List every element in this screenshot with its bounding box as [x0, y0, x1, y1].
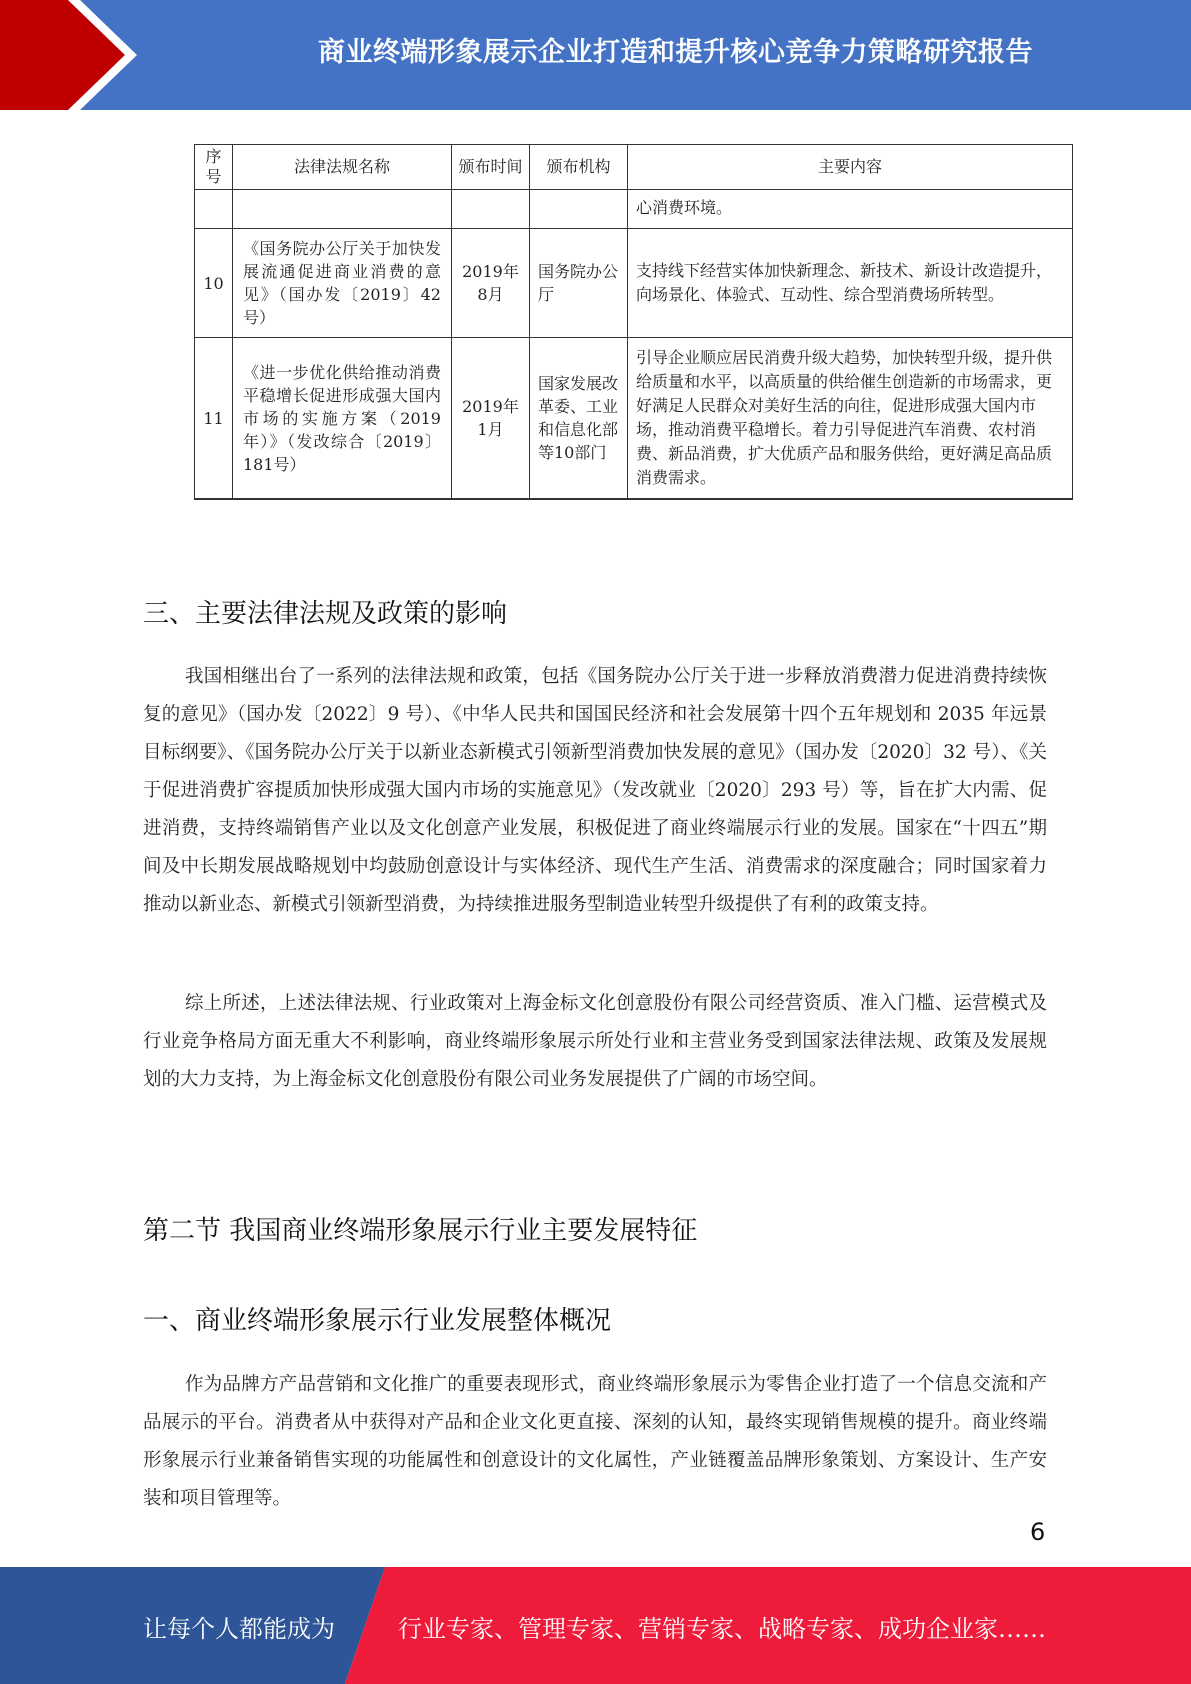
cell-name: 《国务院办公厅关于加快发展流通促进商业消费的意见》（国办发〔2019〕42号） — [233, 229, 452, 338]
footer-slogan-right: 行业专家、管理专家、营销专家、战略专家、成功企业家…… — [398, 1615, 1046, 1643]
header-chevron-decoration — [0, 0, 160, 110]
chapter-section-heading: 第二节 我国商业终端形象展示行业主要发展特征 — [143, 1216, 698, 1246]
section-heading-policy-impact: 三、主要法律法规及政策的影响 — [143, 599, 508, 629]
cell-content: 引导企业顺应居民消费升级大趋势，加快转型升级，提升供给质量和水平，以高质量的供给催生创造新的市场需求，更好满足人民群众对美好生活的向往，促进形成强大国内市场，推动消费平稳增长。着力引导促进汽车消费、农村消费、新品消费，扩大优质产品和服务供给，更好满足高品质消费需求。 — [628, 338, 1073, 500]
page-number: 6 — [1030, 1518, 1046, 1546]
footer-banner — [0, 1567, 1191, 1684]
cell-date — [452, 190, 530, 229]
col-header-no: 序号 — [195, 145, 233, 190]
cell-content: 支持线下经营实体加快新理念、新技术、新设计改造提升，向场景化、体验式、互动性、综合型消费场所转型。 — [628, 229, 1073, 338]
cell-name — [233, 190, 452, 229]
laws-table — [194, 144, 1073, 500]
paragraph-policy-summary: 综上所述，上述法律法规、行业政策对上海金标文化创意股份有限公司经营资质、准入门槛、运营模式及行业竞争格局方面无重大不利影响，商业终端形象展示所处行业和主营业务受到国家法律法规、政策及发展规划的大力支持，为上海金标文化创意股份有限公司业务发展提供了广阔的市场空间。 — [143, 993, 1047, 1090]
col-header-date: 颁布时间 — [452, 145, 530, 190]
document-title: 商业终端形象展示企业打造和提升核心竞争力策略研究报告 — [318, 37, 1033, 68]
cell-no: 11 — [195, 338, 233, 500]
col-header-org: 颁布机构 — [530, 145, 628, 190]
col-header-name: 法律法规名称 — [233, 145, 452, 190]
footer-slogan-left: 让每个人都能成为 — [143, 1615, 335, 1643]
paragraph-overview: 作为品牌方产品营销和文化推广的重要表现形式，商业终端形象展示为零售企业打造了一个信息交流和产品展示的平台。消费者从中获得对产品和企业文化更直接、深刻的认知，最终实现销售规模的提升。商业终端形象展示行业兼备销售实现的功能属性和创意设计的文化属性，产业链覆盖品牌形象策划、方案设计、生产安装和项目管理等。 — [143, 1374, 1047, 1509]
cell-org: 国务院办公厅 — [530, 229, 628, 338]
cell-no — [195, 190, 233, 229]
cell-no: 10 — [195, 229, 233, 338]
section-heading-overview: 一、商业终端形象展示行业发展整体概况 — [143, 1306, 612, 1336]
table-row — [195, 229, 1073, 338]
cell-date: 2019年1月 — [452, 338, 530, 500]
table-header-row — [195, 145, 1073, 190]
cell-content: 心消费环境。 — [628, 190, 1073, 229]
paragraph-policy-list: 我国相继出台了一系列的法律法规和政策，包括《国务院办公厅关于进一步释放消费潜力促进消费持续恢复的意见》（国办发〔2022〕9 号）、《中华人民共和国国民经济和社会发展第十四个五年规划和 2035 年远景目标纲要》、《国务院办公厅关于以新业态新模式引领新型消费加快发展的意见》（国办发〔2020〕32 号）、《关于促进消费扩容提质加快形成强大国内市场的实施意见》（发改就业〔2020〕293 号）等，旨在扩大内需、促进消费，支持终端销售产业以及文化创意产业发展，积极促进了商业终端展示行业的发展。国家在“十四五”期间及中长期发展战略规划中均鼓励创意设计与实体经济、现代生产生活、消费需求的深度融合；同时国家着力推动以新业态、新模式引领新型消费，为持续推进服务型制造业转型升级提供了有利的政策支持。 — [143, 666, 1048, 915]
cell-date: 2019年8月 — [452, 229, 530, 338]
col-header-content: 主要内容 — [628, 145, 1073, 190]
table-row — [195, 338, 1073, 500]
cell-org: 国家发展改革委、工业和信息化部等10部门 — [530, 338, 628, 500]
cell-name: 《进一步优化供给推动消费平稳增长促进形成强大国内市场的实施方案（2019年）》（发改综合〔2019〕181号） — [233, 338, 452, 500]
table-row — [195, 190, 1073, 229]
cell-org — [530, 190, 628, 229]
